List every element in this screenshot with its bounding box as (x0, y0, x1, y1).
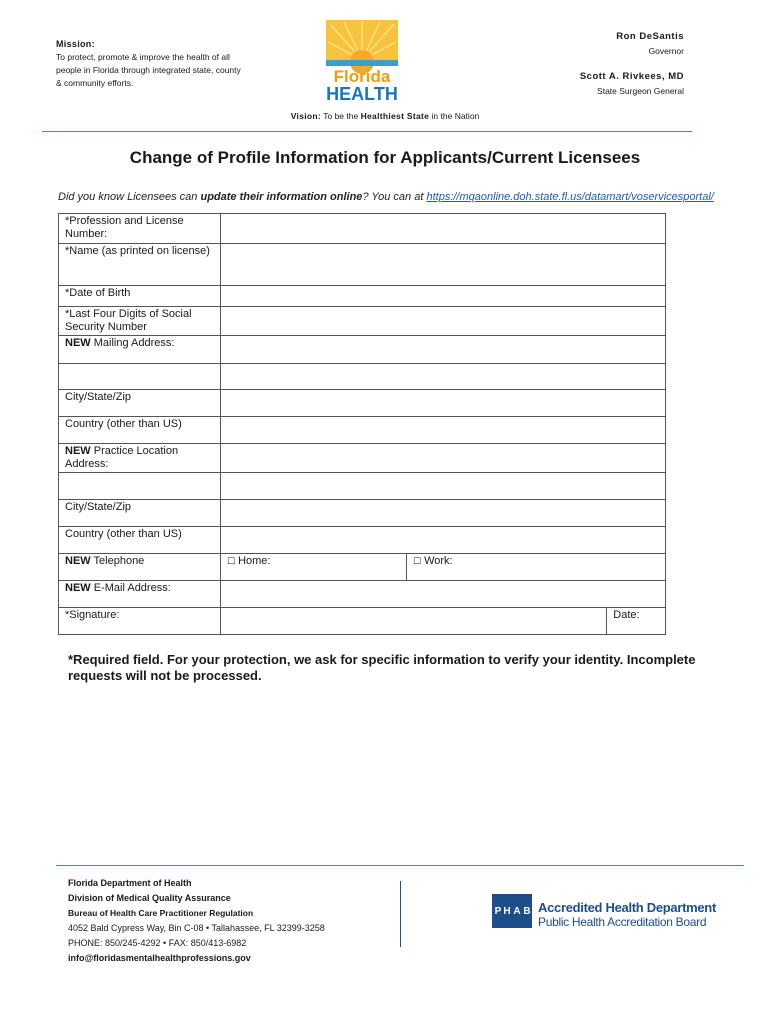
dept-name: Florida Department of Health (68, 878, 192, 888)
name-field[interactable] (221, 244, 666, 286)
mailing-city-label: City/State/Zip (59, 390, 221, 417)
mailing-address-line2-field[interactable] (221, 364, 666, 390)
work-label: Work: (424, 555, 453, 567)
phab-letter-h: H (503, 906, 511, 917)
mission-text: To protect, promote & improve the health of all people in Florida through integrated state, county & community efforts. (56, 52, 241, 88)
footer-vertical-divider (400, 881, 401, 947)
dob-label: *Date of Birth (59, 286, 221, 307)
profile-form-table (58, 213, 666, 635)
mailing-country-label: Country (other than US) (59, 417, 221, 444)
telephone-label: NEW Telephone (59, 554, 221, 581)
dept-phone: PHONE: 850/245-4292 • FAX: 850/413-6982 (68, 938, 247, 948)
intro-mid: ? You can at (362, 191, 424, 203)
phab-letter-b: B (523, 906, 531, 917)
ssn-field[interactable] (221, 307, 666, 336)
vision-pre: To be the (323, 111, 359, 121)
mailing-city-field[interactable] (221, 390, 666, 417)
practice-address-line2 (59, 473, 221, 500)
intro-text (58, 191, 714, 203)
mailing-country-field[interactable] (221, 417, 666, 444)
page-title: Change of Profile Information for Applicants/Current Licensees (129, 148, 641, 167)
footer-divider (56, 865, 744, 866)
checkbox-icon[interactable]: ☐ (227, 556, 236, 566)
mission-statement: Mission: To protect, promote & improve the health of all people in Florida through integrated state, county & community efforts. (56, 39, 241, 88)
department-contact (68, 876, 325, 966)
vision-statement: Vision: To be the Healthiest State in the Nation (290, 111, 480, 121)
home-phone-field[interactable] (221, 554, 407, 581)
governor-name: Ron DeSantis (616, 31, 684, 42)
phab-line2: Public Health Accreditation Board (538, 915, 707, 929)
mission-label: Mission (56, 39, 92, 49)
division-name: Division of Medical Quality Assurance (68, 893, 231, 903)
phab-letter-a: A (513, 906, 521, 917)
header-divider (42, 131, 692, 132)
mailing-address-line2 (59, 364, 221, 390)
home-label: Home: (238, 555, 271, 567)
signature-field[interactable] (221, 608, 607, 635)
email-label: NEW E-Mail Address: (59, 581, 221, 608)
practice-city-field[interactable] (221, 500, 666, 527)
signature-label: *Signature: (59, 608, 221, 635)
required-field-note: *Required field. For your protection, we ask for specific information to verify your identity. Incomplete requests will not be processed. (68, 652, 696, 683)
profession-field[interactable] (221, 214, 666, 244)
phab-letter-p: P (494, 906, 502, 917)
vision-label: Vision (290, 111, 318, 121)
practice-address-field[interactable] (221, 444, 666, 473)
email-field[interactable] (221, 581, 666, 608)
practice-address-label: NEW Practice Location Address: (59, 444, 221, 473)
checkbox-icon[interactable]: ☐ (413, 556, 422, 566)
online-portal-link[interactable]: https://mqaonline.doh.state.fl.us/datamart/voservicesportal/ (426, 191, 714, 203)
vision-bold: Healthiest State (360, 111, 430, 121)
surgeon-name: Scott A. Rivkees, MD (579, 71, 684, 82)
vision-post: in the Nation (431, 111, 480, 121)
governor-title: Governor (648, 46, 684, 56)
officials-block (580, 30, 684, 98)
florida-health-logo (326, 20, 398, 102)
phab-line1: Accredited Health Department (538, 900, 716, 915)
dept-address: 4052 Bald Cypress Way, Bin C-08 • Tallahassee, FL 32399-3258 (68, 923, 325, 933)
dob-field[interactable] (221, 286, 666, 307)
mailing-address-label: NEW Mailing Address: (59, 336, 221, 364)
ssn-label: *Last Four Digits of Social Security Number (59, 307, 221, 336)
work-phone-field[interactable] (407, 554, 666, 581)
intro-bold: update their information online (200, 191, 363, 203)
intro-pre: Did you know Licensees can (58, 191, 198, 203)
profession-label: *Profession and License Number: (59, 214, 221, 244)
logo-text-florida: Florida (333, 67, 391, 86)
date-field[interactable] (607, 608, 666, 635)
mailing-address-field[interactable] (221, 336, 666, 364)
bureau-name: Bureau of Health Care Practitioner Regulation (68, 908, 254, 918)
phab-accreditation-logo (492, 891, 732, 931)
practice-address-line2-field[interactable] (221, 473, 666, 500)
logo-text-health: HEALTH (326, 84, 398, 102)
practice-country-field[interactable] (221, 527, 666, 554)
surgeon-title: State Surgeon General (597, 86, 684, 96)
dept-email[interactable]: info@floridasmentalhealthprofessions.gov (68, 953, 251, 963)
practice-country-label: Country (other than US) (59, 527, 221, 554)
practice-city-label: City/State/Zip (59, 500, 221, 527)
date-label: Date: (613, 609, 640, 621)
name-label: *Name (as printed on license) (59, 244, 221, 286)
